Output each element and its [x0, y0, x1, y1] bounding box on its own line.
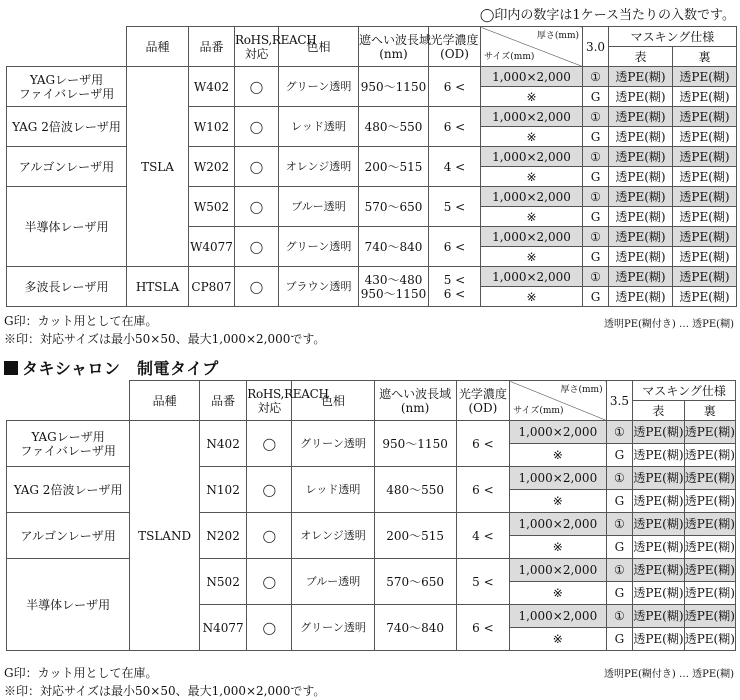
- application-cell: YAG 2倍波レーザ用: [7, 107, 127, 147]
- rohs-mark: ◯: [235, 107, 279, 147]
- size-custom: ※: [481, 247, 583, 267]
- header-masking: マスキング仕様: [609, 27, 737, 47]
- table-row: [7, 147, 737, 167]
- masking-back: 透PE(糊): [673, 287, 737, 307]
- header-od: 光学濃度 (OD): [429, 27, 481, 67]
- optical-density: 6 <: [456, 605, 509, 651]
- masking-back: 透PE(糊): [684, 513, 735, 536]
- optical-density: 5 < 6 <: [429, 267, 481, 307]
- masking-front: 透PE(糊): [609, 127, 673, 147]
- header-hinshu: 品種: [130, 381, 200, 421]
- case-count: ①: [606, 513, 633, 536]
- masking-back: 透PE(糊): [684, 444, 735, 467]
- wave-range: 740〜840: [359, 227, 429, 267]
- case-count: ①: [583, 267, 609, 287]
- masking-front: 透PE(糊): [609, 287, 673, 307]
- header-omote: 表: [609, 47, 673, 67]
- header-hinshu: 品種: [127, 27, 189, 67]
- color-tone: レッド透明: [292, 467, 374, 513]
- cut-stock-mark: G: [583, 247, 609, 267]
- wave-range: 480〜550: [374, 467, 456, 513]
- wave-range: 480〜550: [359, 107, 429, 147]
- header-ura: 裏: [684, 401, 735, 421]
- table-row: [7, 559, 736, 582]
- header-hinban: 品番: [189, 27, 235, 67]
- masking-front: 透PE(糊): [633, 513, 684, 536]
- color-tone: ブラウン透明: [279, 267, 359, 307]
- table-row: [7, 421, 736, 444]
- header-thick-value: 3.0: [583, 27, 609, 67]
- masking-front: 透PE(糊): [633, 628, 684, 651]
- color-tone: ブルー透明: [292, 559, 374, 605]
- masking-front: 透PE(糊): [609, 147, 673, 167]
- product-code: W402: [189, 67, 235, 107]
- case-count: ①: [583, 67, 609, 87]
- note-g-mark: G印：カット用として在庫。: [4, 666, 158, 680]
- rohs-mark: ◯: [235, 187, 279, 227]
- product-code: W4077: [189, 227, 235, 267]
- header-empty: [7, 381, 130, 421]
- header-rohs: RoHS,REACH対応: [247, 381, 292, 421]
- case-count: ①: [583, 227, 609, 247]
- case-count-note: ◯印内の数字は1ケース当たりの入数です。: [479, 8, 735, 23]
- wave-range: 200〜515: [359, 147, 429, 187]
- masking-back: 透PE(糊): [684, 421, 735, 444]
- wave-range: 950〜1150: [359, 67, 429, 107]
- note-g-mark: G印：カット用として在庫。: [4, 314, 158, 328]
- size-custom: ※: [481, 287, 583, 307]
- masking-front: 透PE(糊): [609, 227, 673, 247]
- masking-front: 透PE(糊): [633, 536, 684, 559]
- size-custom: ※: [510, 628, 607, 651]
- masking-front: 透PE(糊): [633, 582, 684, 605]
- optical-density: 6 <: [429, 227, 481, 267]
- size-standard: 1,000×2,000: [510, 421, 607, 444]
- application-cell: アルゴンレーザ用: [7, 147, 127, 187]
- table-row: [7, 513, 736, 536]
- application-cell: 多波長レーザ用: [7, 267, 127, 307]
- masking-front: 透PE(糊): [633, 467, 684, 490]
- size-custom: ※: [481, 127, 583, 147]
- masking-back: 透PE(糊): [684, 582, 735, 605]
- masking-back: 透PE(糊): [684, 467, 735, 490]
- size-custom: ※: [481, 87, 583, 107]
- masking-back: 透PE(糊): [673, 67, 737, 87]
- rohs-mark: ◯: [235, 67, 279, 107]
- masking-front: 透PE(糊): [633, 605, 684, 628]
- hinshu-cell: HTSLA: [127, 267, 189, 307]
- wave-range: 570〜650: [374, 559, 456, 605]
- cut-stock-mark: G: [606, 490, 633, 513]
- masking-back: 透PE(糊): [684, 490, 735, 513]
- masking-front: 透PE(糊): [633, 421, 684, 444]
- header-thick-value: 3.5: [606, 381, 633, 421]
- product-code: N402: [200, 421, 247, 467]
- note-masking-legend: 透明PE(糊付き) … 透PE(糊): [603, 669, 734, 680]
- size-standard: 1,000×2,000: [481, 67, 583, 87]
- header-ura: 裏: [673, 47, 737, 67]
- header-omote: 表: [633, 401, 684, 421]
- product-code: W502: [189, 187, 235, 227]
- color-tone: グリーン透明: [279, 67, 359, 107]
- masking-front: 透PE(糊): [609, 67, 673, 87]
- product-code: CP807: [189, 267, 235, 307]
- cut-stock-mark: G: [606, 628, 633, 651]
- wave-range: 950〜1150: [374, 421, 456, 467]
- masking-back: 透PE(糊): [684, 605, 735, 628]
- case-count: ①: [606, 421, 633, 444]
- note-size-mark: ※印：対応サイズは最小50×50、最大1,000×2,000です。: [4, 684, 326, 698]
- spec-table-tsland: [6, 380, 736, 651]
- cut-stock-mark: G: [583, 207, 609, 227]
- optical-density: 6 <: [456, 421, 509, 467]
- wave-range: 200〜515: [374, 513, 456, 559]
- hinshu-cell: TSLA: [127, 67, 189, 267]
- masking-front: 透PE(糊): [609, 107, 673, 127]
- table-row: [7, 187, 737, 207]
- header-hinban: 品番: [200, 381, 247, 421]
- cut-stock-mark: G: [583, 87, 609, 107]
- header-wave: 遮へい波長域 (nm): [374, 381, 456, 421]
- rohs-mark: ◯: [247, 467, 292, 513]
- masking-back: 透PE(糊): [684, 559, 735, 582]
- masking-front: 透PE(糊): [609, 87, 673, 107]
- color-tone: オレンジ透明: [292, 513, 374, 559]
- masking-back: 透PE(糊): [684, 628, 735, 651]
- size-custom: ※: [510, 444, 607, 467]
- application-cell: 半導体レーザ用: [7, 187, 127, 267]
- optical-density: 4 <: [429, 147, 481, 187]
- rohs-mark: ◯: [247, 421, 292, 467]
- masking-back: 透PE(糊): [673, 147, 737, 167]
- color-tone: グリーン透明: [292, 421, 374, 467]
- rohs-mark: ◯: [235, 147, 279, 187]
- application-cell: YAGレーザ用 ファイバレーザ用: [7, 421, 130, 467]
- wave-range: 740〜840: [374, 605, 456, 651]
- size-standard: 1,000×2,000: [510, 513, 607, 536]
- header-rohs: RoHS,REACH対応: [235, 27, 279, 67]
- table-row: [7, 107, 737, 127]
- masking-front: 透PE(糊): [609, 167, 673, 187]
- masking-back: 透PE(糊): [673, 267, 737, 287]
- header-size-thickness: 厚さ(mm) サイズ(mm): [481, 27, 583, 67]
- case-count: ①: [583, 147, 609, 167]
- cut-stock-mark: G: [606, 536, 633, 559]
- application-cell: YAGレーザ用 ファイバレーザ用: [7, 67, 127, 107]
- rohs-mark: ◯: [235, 267, 279, 307]
- header-shiki: 色相: [292, 381, 374, 421]
- masking-front: 透PE(糊): [609, 207, 673, 227]
- product-code: W102: [189, 107, 235, 147]
- size-standard: 1,000×2,000: [510, 559, 607, 582]
- product-code: N102: [200, 467, 247, 513]
- note-masking-legend: 透明PE(糊付き) … 透PE(糊): [603, 319, 734, 330]
- size-custom: ※: [510, 582, 607, 605]
- case-count: ①: [583, 187, 609, 207]
- size-standard: 1,000×2,000: [481, 107, 583, 127]
- color-tone: グリーン透明: [292, 605, 374, 651]
- application-cell: YAG 2倍波レーザ用: [7, 467, 130, 513]
- rohs-mark: ◯: [247, 605, 292, 651]
- cut-stock-mark: G: [583, 287, 609, 307]
- masking-front: 透PE(糊): [609, 187, 673, 207]
- masking-back: 透PE(糊): [684, 536, 735, 559]
- header-od: 光学濃度 (OD): [456, 381, 509, 421]
- spec-table-tsla: [6, 26, 737, 307]
- product-code: W202: [189, 147, 235, 187]
- application-cell: 半導体レーザ用: [7, 559, 130, 651]
- hinshu-cell: TSLAND: [130, 421, 200, 651]
- size-standard: 1,000×2,000: [510, 605, 607, 628]
- size-standard: 1,000×2,000: [481, 267, 583, 287]
- color-tone: レッド透明: [279, 107, 359, 147]
- section-title: タキシャロン 制電タイプ: [4, 356, 219, 379]
- optical-density: 6 <: [456, 467, 509, 513]
- note-size-mark: ※印：対応サイズは最小50×50、最大1,000×2,000です。: [4, 332, 326, 346]
- table-row: [7, 267, 737, 287]
- case-count: ①: [583, 107, 609, 127]
- masking-back: 透PE(糊): [673, 187, 737, 207]
- optical-density: 5 <: [456, 559, 509, 605]
- square-bullet-icon: [4, 361, 18, 375]
- header-size-thickness: 厚さ(mm) サイズ(mm): [510, 381, 607, 421]
- product-code: N4077: [200, 605, 247, 651]
- cut-stock-mark: G: [606, 444, 633, 467]
- color-tone: グリーン透明: [279, 227, 359, 267]
- wave-range: 430〜480 950〜1150: [359, 267, 429, 307]
- masking-front: 透PE(糊): [633, 444, 684, 467]
- rohs-mark: ◯: [235, 227, 279, 267]
- size-standard: 1,000×2,000: [510, 467, 607, 490]
- cut-stock-mark: G: [583, 167, 609, 187]
- masking-front: 透PE(糊): [609, 267, 673, 287]
- masking-front: 透PE(糊): [633, 490, 684, 513]
- product-code: N202: [200, 513, 247, 559]
- cut-stock-mark: G: [583, 127, 609, 147]
- optical-density: 6 <: [429, 107, 481, 147]
- size-custom: ※: [481, 167, 583, 187]
- case-count: ①: [606, 467, 633, 490]
- masking-front: 透PE(糊): [609, 247, 673, 267]
- header-wave: 遮へい波長域 (nm): [359, 27, 429, 67]
- masking-back: 透PE(糊): [673, 227, 737, 247]
- masking-back: 透PE(糊): [673, 107, 737, 127]
- masking-back: 透PE(糊): [673, 87, 737, 107]
- case-count: ①: [606, 605, 633, 628]
- header-masking: マスキング仕様: [633, 381, 736, 401]
- masking-front: 透PE(糊): [633, 559, 684, 582]
- masking-back: 透PE(糊): [673, 247, 737, 267]
- masking-back: 透PE(糊): [673, 167, 737, 187]
- wave-range: 570〜650: [359, 187, 429, 227]
- cut-stock-mark: G: [606, 582, 633, 605]
- size-standard: 1,000×2,000: [481, 147, 583, 167]
- header-shiki: 色相: [279, 27, 359, 67]
- masking-back: 透PE(糊): [673, 127, 737, 147]
- optical-density: 5 <: [429, 187, 481, 227]
- size-standard: 1,000×2,000: [481, 227, 583, 247]
- optical-density: 6 <: [429, 67, 481, 107]
- color-tone: オレンジ透明: [279, 147, 359, 187]
- size-custom: ※: [510, 536, 607, 559]
- size-custom: ※: [481, 207, 583, 227]
- case-count: ①: [606, 559, 633, 582]
- size-standard: 1,000×2,000: [481, 187, 583, 207]
- table-row: [7, 67, 737, 87]
- size-custom: ※: [510, 490, 607, 513]
- color-tone: ブルー透明: [279, 187, 359, 227]
- table-row: [7, 467, 736, 490]
- application-cell: アルゴンレーザ用: [7, 513, 130, 559]
- optical-density: 4 <: [456, 513, 509, 559]
- rohs-mark: ◯: [247, 513, 292, 559]
- rohs-mark: ◯: [247, 559, 292, 605]
- header-empty: [7, 27, 127, 67]
- masking-back: 透PE(糊): [673, 207, 737, 227]
- product-code: N502: [200, 559, 247, 605]
